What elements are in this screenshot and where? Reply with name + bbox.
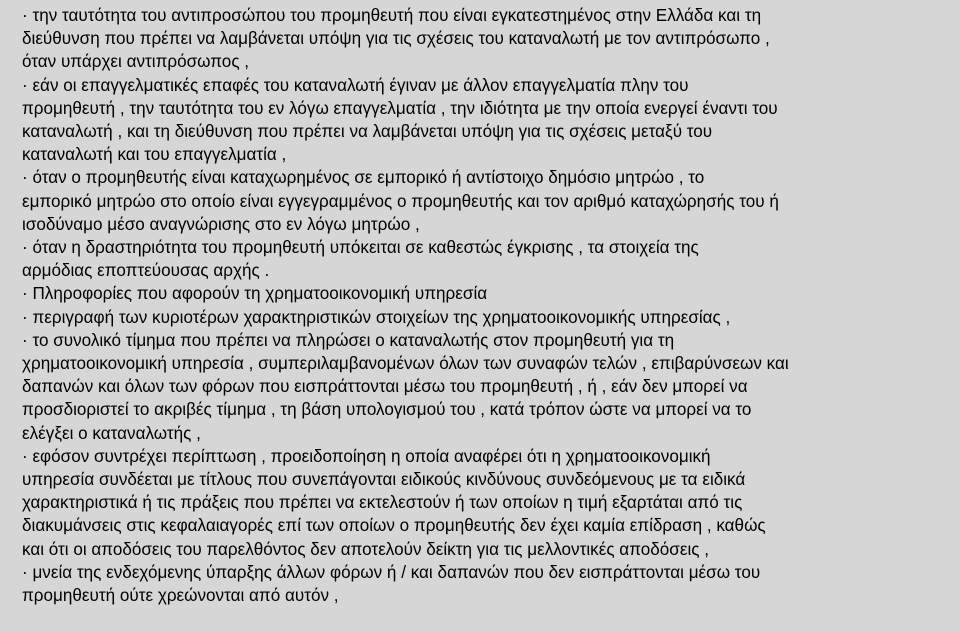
text-line: χαρακτηριστικά ή τις πράξεις που πρέπει να εκτελεστούν ή των οποίων η τιμή εξαρτάται από τις [22, 493, 743, 513]
text-line: προσδιοριστεί το ακριβές τίμημα , τη βάση υπολογισμού του , κατά τρόπον ώστε να μπορεί να το [22, 400, 752, 420]
text-line: · όταν η δραστηριότητα του προμηθευτή υπόκειται σε καθεστώς έγκρισης , τα στοιχεία της [22, 238, 699, 258]
text-line: διακυμάνσεις στις κεφαλαιαγορές επί των οποίων ο προμηθευτής δεν έχει καμία επίδραση , καθώς [22, 516, 766, 536]
text-line: καταναλωτή και του επαγγελματία , [22, 145, 287, 165]
text-line: εμπορικό μητρώο στο οποίο είναι εγγεγραμμένος ο προμηθευτής και τον αριθμό καταχώρησής του ή [22, 191, 779, 211]
text-line: · εφόσον συντρέχει περίπτωση , προειδοποίηση η οποία αναφέρει ότι η χρηματοοικονομική [22, 446, 711, 466]
text-line: και ότι οι αποδόσεις του παρελθόντος δεν αποτελούν δείκτη για τις μελλοντικές αποδόσεις , [22, 539, 709, 559]
text-line: ελέγξει ο καταναλωτής , [22, 423, 201, 443]
text-line: δαπανών και όλων των φόρων που εισπράττονται μέσω του προμηθευτή , ή , εάν δεν μπορεί να [22, 377, 748, 397]
text-line: · περιγραφή των κυριοτέρων χαρακτηριστικών στοιχείων της χρηματοοικονομικής υπηρεσίας , [22, 307, 731, 327]
text-line: προμηθευτή ούτε χρεώνονται από αυτόν , [22, 586, 339, 606]
text-line: καταναλωτή , και τη διεύθυνση που πρέπει να λαμβάνεται υπόψη για τις σχέσεις μεταξύ του [22, 122, 713, 142]
text-line: · όταν ο προμηθευτής είναι καταχωρημένος σε εμπορικό ή αντίστοιχο δημόσιο μητρώο , το [22, 168, 705, 188]
text-line: διεύθυνση που πρέπει να λαμβάνεται υπόψη για τις σχέσεις του καταναλωτή με τον αντιπρόσωπο , [22, 29, 770, 49]
text-line: προμηθευτή , την ταυτότητα του εν λόγω επαγγελματία , την ιδιότητα με την οποία ενεργεί έναντι του [22, 98, 778, 118]
text-line: αρμόδιας εποπτεύουσας αρχής . [22, 261, 270, 281]
text-line: όταν υπάρχει αντιπρόσωπος , [22, 52, 250, 72]
text-line: · το συνολικό τίμημα που πρέπει να πληρώσει ο καταναλωτής στον προμηθευτή για τη [22, 330, 675, 350]
text-line: · Πληροφορίες που αφορούν τη χρηματοοικονομική υπηρεσία [22, 284, 488, 304]
text-line: ισοδύναμο μέσο αναγνώρισης στο εν λόγω μητρώο , [22, 214, 420, 234]
text-line: χρηματοοικονομική υπηρεσία , συμπεριλαμβανομένων όλων των συναφών τελών , επιβαρύνσεων και [22, 354, 789, 374]
text-line: · εάν οι επαγγελματικές επαφές του καταναλωτή έγιναν με άλλον επαγγελματία πλην του [22, 75, 689, 95]
text-line: · την ταυτότητα του αντιπροσώπου του προμηθευτή που είναι εγκατεστημένος στην Ελλάδα και τη [22, 6, 762, 25]
text-line: υπηρεσία συνδέεται με τίτλους που συνεπάγονται ειδικούς κινδύνους συνδεόμενους με τα ειδικά [22, 470, 746, 490]
text-line: · μνεία της ενδεχόμενης ύπαρξης άλλων φόρων ή / και δαπανών που δεν εισπράττονται μέσω του [22, 562, 761, 582]
